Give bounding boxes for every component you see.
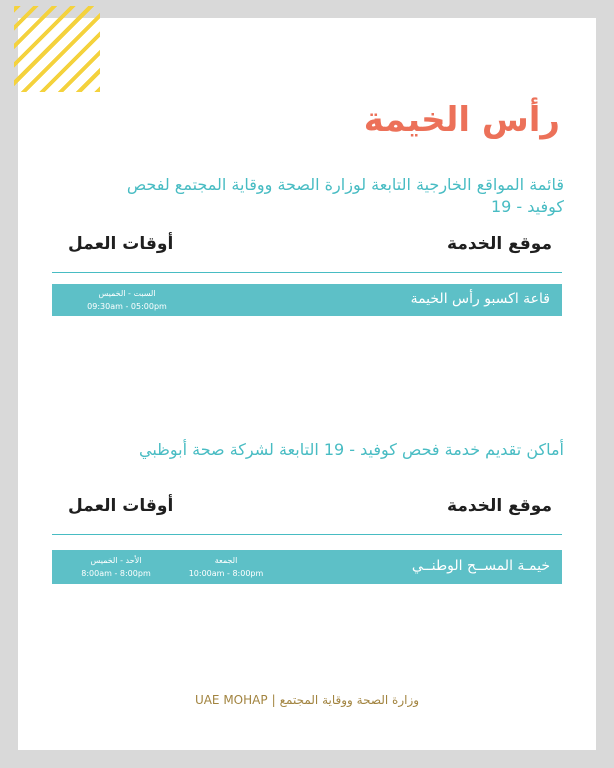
row-time: 10:00am - 8:00pm xyxy=(188,569,264,578)
section2-table-row xyxy=(52,550,562,584)
section2-col-site: موقع الخدمة xyxy=(447,496,552,516)
row-time: 8:00am - 8:00pm xyxy=(81,569,151,578)
footer-brand-ar: وزارة الصحة ووقاية المجتمع xyxy=(279,693,420,707)
section1-col-hours: أوقات العمل xyxy=(68,234,174,254)
row-days: الأحد - الخميس xyxy=(90,556,142,565)
decorative-stripes xyxy=(14,6,100,92)
section1-subtitle: قائمة المواقع الخارجية التابعة لوزارة الصحة ووقاية المجتمع لفحص كوفيد - 19 xyxy=(126,175,564,216)
row-days: الجمعة xyxy=(214,556,238,565)
section2-col-hours: أوقات العمل xyxy=(68,496,174,516)
footer-brand-en: UAE MOHAP xyxy=(194,693,268,707)
row-site: قاعة اكسبو رأس الخيمة xyxy=(410,291,550,307)
section1-divider xyxy=(52,272,562,273)
row-site: خيمـة المســح الوطنــي xyxy=(411,558,550,574)
row-time: 09:30am - 05:00pm xyxy=(87,302,167,311)
page-title: رأس الخيمة xyxy=(363,100,560,140)
row-days: السبت - الخميس xyxy=(98,289,156,298)
row-hours xyxy=(72,287,182,313)
footer-separator: | xyxy=(271,693,276,707)
section1-col-site: موقع الخدمة xyxy=(447,234,552,254)
row-hours-friday xyxy=(176,554,276,580)
section2-divider xyxy=(52,534,562,535)
section2-subtitle: أماكن تقديم خدمة فحص كوفيد - 19 التابعة لشركة صحة أبوظبي xyxy=(139,440,564,459)
section1-table-row xyxy=(52,284,562,316)
footer-branding xyxy=(0,693,614,707)
row-hours-weekdays xyxy=(66,554,166,580)
